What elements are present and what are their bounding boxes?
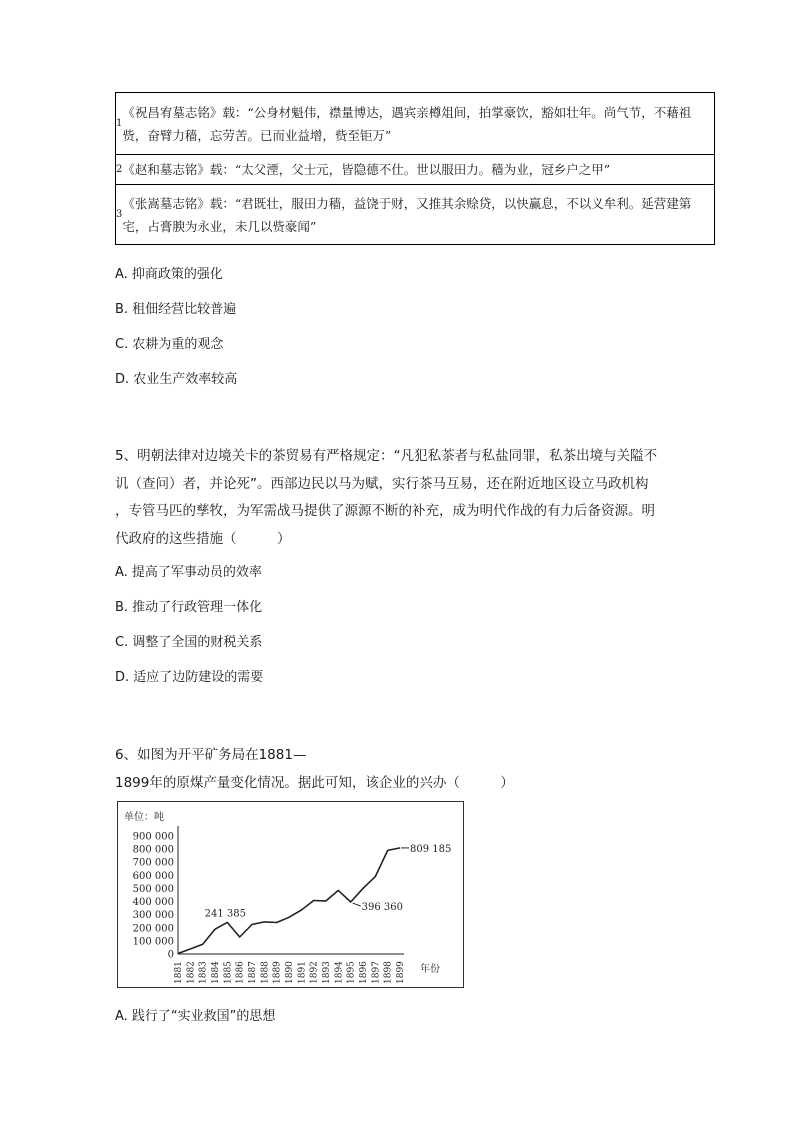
q5-option-d[interactable]: D. 适应了边防建设的需要 bbox=[115, 670, 264, 685]
row-text: 《张嵩墓志铭》载：“君既壮，服田力穑，益饶于财，又推其余赊贷，以快赢息，不以义牟利。延营建第宅，占膏腴为永业，未几以赀豪闻” bbox=[122, 185, 714, 245]
row-text: 《祝昌宥墓志铭》载：“公身材魁伟，襟量博达，遇宾亲樽俎间，拍掌豪饮，豁如壮年。尚气节，不藉祖赀，奋臂力穑，忘劳苦。已而业益增，赀至钜万” bbox=[122, 93, 714, 155]
y-tick-label: 300 000 bbox=[132, 910, 174, 922]
x-tick-label: 1883 bbox=[198, 961, 209, 984]
row-number: 3 bbox=[116, 185, 123, 245]
x-axis-label: 年份 bbox=[420, 964, 440, 975]
q4-option-c[interactable]: C. 农耕为重的观念 bbox=[115, 337, 224, 352]
chart-svg bbox=[118, 802, 463, 987]
q5-line: 代政府的这些措施（ ） bbox=[115, 530, 291, 547]
x-tick-label: 1890 bbox=[285, 961, 295, 984]
x-tick-label: 1892 bbox=[309, 961, 320, 984]
y-tick-label: 800 000 bbox=[132, 844, 174, 856]
series-line bbox=[178, 848, 400, 954]
q4-option-a[interactable]: A. 抑商政策的强化 bbox=[115, 267, 223, 282]
q6-option-a[interactable]: A. 践行了“实业救国”的思想 bbox=[115, 1009, 276, 1024]
row-number: 2 bbox=[116, 155, 123, 185]
q5-line: 讥（查问）者，并论死”。西部边民以马为赋，实行茶马互易，还在附近地区设立马政机构 bbox=[115, 475, 649, 492]
x-tick-label: 1891 bbox=[297, 961, 308, 984]
q5-line: ，专管马匹的孳牧，为军需战马提供了源源不断的补充，成为明代作战的有力后备资源。明 bbox=[115, 503, 655, 519]
y-tick-label: 900 000 bbox=[132, 831, 174, 843]
q6-line: 6、如图为开平矿务局在1881— bbox=[115, 747, 307, 763]
coal-output-chart bbox=[117, 801, 464, 988]
q6-stem bbox=[115, 742, 715, 797]
x-tick-label: 1897 bbox=[371, 961, 382, 984]
x-tick-label: 1896 bbox=[359, 961, 369, 984]
data-label: 241 385 bbox=[204, 908, 247, 920]
x-tick-label: 1886 bbox=[235, 961, 246, 984]
y-tick-label: 200 000 bbox=[132, 923, 174, 935]
data-label: 396 360 bbox=[361, 902, 404, 914]
y-tick-label: 700 000 bbox=[132, 857, 174, 869]
table-row bbox=[116, 93, 715, 155]
table-row bbox=[116, 185, 715, 245]
q4-option-b[interactable]: B. 租佃经营比较普遍 bbox=[115, 302, 237, 317]
q5-stem bbox=[115, 443, 715, 553]
x-tick-label: 1889 bbox=[272, 961, 283, 984]
x-tick-label: 1899 bbox=[396, 961, 406, 984]
q5-option-c[interactable]: C. 调整了全国的财税关系 bbox=[115, 635, 263, 650]
row-number: 1 bbox=[116, 93, 123, 155]
y-tick-label: 100 000 bbox=[132, 936, 174, 948]
q5-option-b[interactable]: B. 推动了行政管理一体化 bbox=[115, 600, 263, 615]
data-label-leader bbox=[353, 903, 361, 906]
data-label: 809 185 bbox=[410, 843, 452, 855]
x-tick-label: 1895 bbox=[346, 961, 357, 984]
x-tick-label: 1898 bbox=[383, 961, 394, 984]
chart-unit-label: 单位：吨 bbox=[124, 812, 164, 823]
table-row bbox=[116, 155, 715, 185]
x-tick-label: 1893 bbox=[322, 961, 332, 984]
source-table bbox=[115, 92, 715, 245]
y-tick-label: 400 000 bbox=[132, 897, 174, 909]
x-tick-label: 1884 bbox=[211, 961, 221, 984]
q5-line: 5、明朝法律对边境关卡的茶贸易有严格规定：“凡犯私茶者与私盐同罪，私茶出境与关隘不 bbox=[115, 448, 658, 464]
q4-option-d[interactable]: D. 农业生产效率较高 bbox=[115, 372, 238, 387]
x-tick-label: 1881 bbox=[174, 961, 184, 984]
x-tick-label: 1887 bbox=[248, 961, 258, 984]
y-tick-label: 0 bbox=[167, 949, 174, 961]
row-text: 《赵和墓志铭》载：“太父湮，父士元，皆隐德不仕。世以服田力。穑为业，冠乡户之甲” bbox=[122, 155, 714, 185]
y-tick-label: 500 000 bbox=[132, 883, 174, 895]
x-tick-label: 1894 bbox=[334, 961, 345, 984]
y-tick-label: 600 000 bbox=[132, 870, 174, 882]
x-tick-label: 1888 bbox=[260, 961, 271, 984]
q5-option-a[interactable]: A. 提高了军事动员的效率 bbox=[115, 565, 262, 580]
q6-line: 1899年的原煤产量变化情况。据此可知，该企业的兴办（ ） bbox=[115, 774, 514, 791]
x-tick-label: 1885 bbox=[223, 961, 234, 984]
x-tick-label: 1882 bbox=[186, 961, 197, 984]
